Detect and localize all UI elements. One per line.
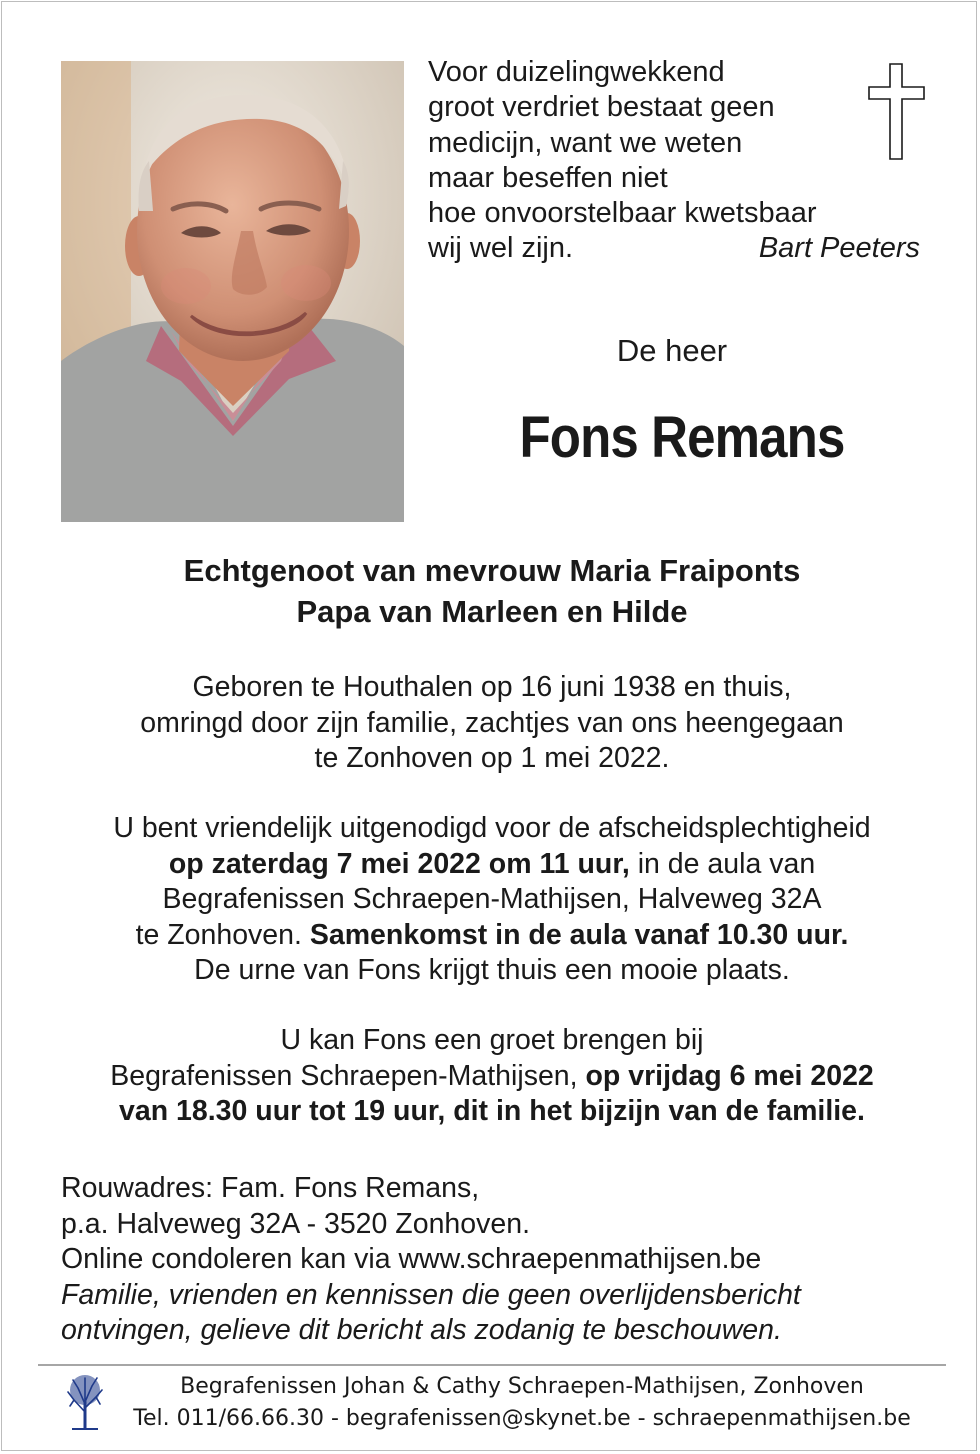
ceremony-line: Begrafenissen Schraepen-Mathijsen, Halveweg 32A bbox=[162, 883, 822, 915]
ceremony-block bbox=[2, 811, 980, 989]
funeral-home-contact: Tel. 011/66.66.30 - begrafenissen@skynet.be - schraepenmathijsen.be bbox=[133, 1406, 911, 1431]
visitation-place: Begrafenissen Schraepen-Mathijsen, bbox=[110, 1059, 586, 1092]
visitation-block bbox=[2, 1023, 980, 1130]
poem-line: maar beseffen niet bbox=[428, 161, 668, 194]
poem-line: groot verdriet bestaat geen bbox=[428, 91, 775, 124]
birth-death-line: te Zonhoven op 1 mei 2022. bbox=[314, 742, 670, 774]
honorific: De heer bbox=[616, 333, 728, 368]
divider bbox=[38, 1364, 946, 1366]
gathering-time: Samenkomst in de aula vanaf 10.30 uur. bbox=[309, 918, 849, 951]
notice-line: Familie, vrienden en kennissen die geen overlijdensbericht bbox=[61, 1278, 801, 1311]
mourning-address: Rouwadres: Fam. Fons Remans, bbox=[61, 1172, 480, 1204]
children-line: Papa van Marleen en Hilde bbox=[296, 594, 688, 629]
portrait-illustration bbox=[61, 61, 404, 522]
visitation-date: op vrijdag 6 mei 2022 bbox=[585, 1059, 874, 1092]
birth-death-line: omringd door zijn familie, zachtjes van ons heengegaan bbox=[140, 706, 844, 739]
obituary-card bbox=[1, 1, 977, 1451]
relations bbox=[2, 550, 980, 632]
poem-line: wij wel zijn. bbox=[428, 232, 574, 265]
birth-death-line: Geboren te Houthalen op 16 juni 1938 en thuis, bbox=[192, 671, 792, 703]
ceremony-town: te Zonhoven. bbox=[135, 918, 310, 951]
visitation-time: van 18.30 uur tot 19 uur, dit in het bijzijn van de familie. bbox=[119, 1095, 865, 1127]
poem bbox=[428, 55, 928, 267]
ceremony-line: De urne van Fons krijgt thuis een mooie plaats. bbox=[194, 954, 790, 986]
mourning-address-line2: p.a. Halveweg 32A - 3520 Zonhoven. bbox=[61, 1207, 530, 1240]
poem-line: medicijn, want we weten bbox=[428, 126, 743, 159]
ceremony-line bbox=[2, 918, 980, 954]
contact-block bbox=[61, 1171, 801, 1349]
spouse-line: Echtgenoot van mevrouw Maria Fraiponts bbox=[183, 553, 801, 588]
visitation-line: U kan Fons een groet brengen bij bbox=[280, 1024, 704, 1056]
tree-icon bbox=[64, 1372, 106, 1435]
poem-line: Voor duizelingwekkend bbox=[428, 56, 725, 88]
funeral-home bbox=[102, 1371, 942, 1435]
funeral-home-name: Begrafenissen Johan & Cathy Schraepen-Mathijsen, Zonhoven bbox=[180, 1374, 864, 1399]
ceremony-line: U bent vriendelijk uitgenodigd voor de afscheidsplechtigheid bbox=[113, 812, 871, 844]
ceremony-line bbox=[2, 847, 980, 883]
notice-line: ontvingen, gelieve dit bericht als zodanig te beschouwen. bbox=[61, 1314, 782, 1346]
ceremony-location: in de aula van bbox=[629, 847, 816, 880]
deceased-name: Fons Remans bbox=[519, 405, 845, 470]
poem-author: Bart Peeters bbox=[758, 232, 920, 265]
visitation-line bbox=[2, 1094, 980, 1130]
visitation-line bbox=[2, 1059, 980, 1095]
birth-death-block bbox=[2, 670, 980, 777]
online-condolence: Online condoleren kan via www.schraepenmathijsen.be bbox=[61, 1243, 762, 1275]
poem-line: hoe onvoorstelbaar kwetsbaar bbox=[428, 197, 817, 230]
portrait-photo bbox=[61, 61, 404, 522]
cross-icon bbox=[868, 63, 926, 166]
ceremony-date: op zaterdag 7 mei 2022 om 11 uur, bbox=[168, 847, 630, 880]
